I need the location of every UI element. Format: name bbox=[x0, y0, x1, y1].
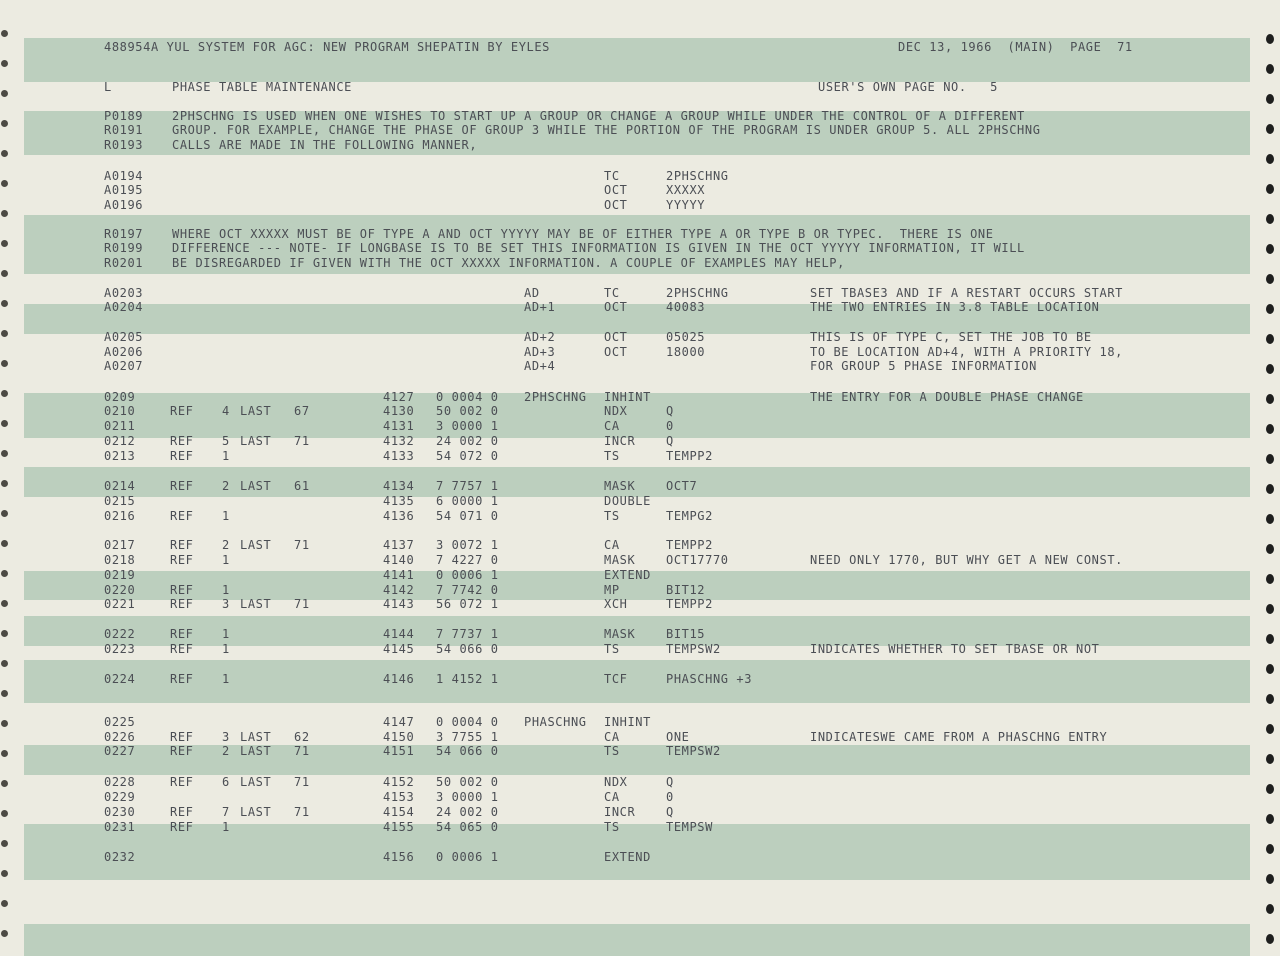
sprocket-hole bbox=[1266, 214, 1274, 224]
listing-type: L bbox=[104, 80, 112, 94]
line-seq: R0201 bbox=[104, 256, 144, 270]
line-op: INHINT bbox=[604, 390, 651, 404]
line-label: PHASCHNG bbox=[524, 715, 587, 729]
line-addr: 40083 bbox=[666, 300, 706, 314]
sprocket-hole bbox=[1266, 724, 1274, 734]
sprocket-hole bbox=[1, 810, 8, 817]
sprocket-hole bbox=[1266, 604, 1274, 614]
line-refn: 5 bbox=[222, 434, 230, 448]
user-page-number: USER'S OWN PAGE NO. 5 bbox=[818, 80, 998, 94]
line-loc: 4134 bbox=[383, 479, 415, 493]
line-op: INHINT bbox=[604, 715, 651, 729]
sprocket-hole bbox=[1266, 124, 1274, 134]
line-word: 54 072 0 bbox=[436, 449, 499, 463]
line-loc: 4136 bbox=[383, 509, 415, 523]
line-refn: 2 bbox=[222, 538, 230, 552]
line-seq: A0206 bbox=[104, 345, 144, 359]
sprocket-hole bbox=[1266, 844, 1274, 854]
line-loc: 4142 bbox=[383, 583, 415, 597]
line-addr: TEMPSW2 bbox=[666, 642, 721, 656]
line-word: 1 4152 1 bbox=[436, 672, 499, 686]
line-op: TS bbox=[604, 642, 620, 656]
sprocket-hole bbox=[1266, 664, 1274, 674]
sprocket-hole bbox=[1, 270, 8, 277]
line-addr: YYYYY bbox=[666, 198, 706, 212]
line-seq: 0227 bbox=[104, 744, 136, 758]
line-addr: XXXXX bbox=[666, 183, 706, 197]
line-op: NDX bbox=[604, 775, 628, 789]
line-addr: OCT7 bbox=[666, 479, 698, 493]
sprocket-hole bbox=[1, 150, 8, 157]
sprocket-hole bbox=[1266, 484, 1274, 494]
line-op: INCR bbox=[604, 434, 636, 448]
line-ref: REF bbox=[170, 775, 194, 789]
line-op: OCT bbox=[604, 183, 628, 197]
line-lastn: 67 bbox=[294, 404, 310, 418]
sprocket-hole bbox=[1266, 364, 1274, 374]
line-op: TCF bbox=[604, 672, 628, 686]
line-refn: 1 bbox=[222, 627, 230, 641]
line-ref: REF bbox=[170, 538, 194, 552]
sprocket-hole bbox=[1, 870, 8, 877]
sprocket-hole bbox=[1, 450, 8, 457]
sprocket-hole bbox=[1266, 34, 1274, 44]
sprocket-hole bbox=[1, 300, 8, 307]
sprocket-hole bbox=[1266, 544, 1274, 554]
line-word: 54 066 0 bbox=[436, 642, 499, 656]
line-op: CA bbox=[604, 790, 620, 804]
line-seq: R0193 bbox=[104, 138, 144, 152]
green-band bbox=[24, 467, 1250, 497]
line-word: 0 0004 0 bbox=[436, 715, 499, 729]
sprocket-hole bbox=[1, 390, 8, 397]
line-word: 7 7757 1 bbox=[436, 479, 499, 493]
line-op: OCT bbox=[604, 198, 628, 212]
line-word: 54 065 0 bbox=[436, 820, 499, 834]
line-op: MASK bbox=[604, 627, 636, 641]
line-comment: INDICATESWE CAME FROM A PHASCHNG ENTRY bbox=[810, 730, 1108, 744]
line-seq: R0191 bbox=[104, 123, 144, 137]
green-band bbox=[24, 660, 1250, 703]
line-lastn: 71 bbox=[294, 597, 310, 611]
line-ref: REF bbox=[170, 627, 194, 641]
line-lastn: 71 bbox=[294, 538, 310, 552]
line-seq: 0217 bbox=[104, 538, 136, 552]
line-lastn: 71 bbox=[294, 434, 310, 448]
line-ref: REF bbox=[170, 404, 194, 418]
line-addr: TEMPSW2 bbox=[666, 744, 721, 758]
line-comment: THE TWO ENTRIES IN 3.8 TABLE LOCATION bbox=[810, 300, 1100, 314]
line-word: 50 002 0 bbox=[436, 404, 499, 418]
line-last: LAST bbox=[240, 404, 272, 418]
line-seq: 0211 bbox=[104, 419, 136, 433]
line-op: OCT bbox=[604, 345, 628, 359]
line-seq: P0189 bbox=[104, 109, 144, 123]
line-seq: 0231 bbox=[104, 820, 136, 834]
line-text: 2PHSCHNG IS USED WHEN ONE WISHES TO START UP A GROUP OR CHANGE A GROUP WHILE UNDER THE CONTROL OF A DIFFERENT bbox=[172, 109, 1025, 123]
line-ref: REF bbox=[170, 583, 194, 597]
sprocket-hole bbox=[1, 510, 8, 517]
sprocket-hole bbox=[1, 480, 8, 487]
line-lastn: 71 bbox=[294, 775, 310, 789]
line-comment: TO BE LOCATION AD+4, WITH A PRIORITY 18, bbox=[810, 345, 1123, 359]
line-addr: TEMPP2 bbox=[666, 449, 713, 463]
line-refn: 2 bbox=[222, 479, 230, 493]
line-seq: 0213 bbox=[104, 449, 136, 463]
line-seq: 0209 bbox=[104, 390, 136, 404]
line-loc: 4143 bbox=[383, 597, 415, 611]
line-lastn: 61 bbox=[294, 479, 310, 493]
line-ref: REF bbox=[170, 553, 194, 567]
green-band bbox=[24, 924, 1250, 956]
sprocket-hole bbox=[1, 330, 8, 337]
line-addr: TEMPP2 bbox=[666, 538, 713, 552]
line-comment: INDICATES WHETHER TO SET TBASE OR NOT bbox=[810, 642, 1100, 656]
line-refn: 4 bbox=[222, 404, 230, 418]
line-word: 7 7742 0 bbox=[436, 583, 499, 597]
line-word: 54 071 0 bbox=[436, 509, 499, 523]
sprocket-hole bbox=[1, 780, 8, 787]
sprocket-hole bbox=[1, 900, 8, 907]
sprocket-hole bbox=[1, 720, 8, 727]
line-loc: 4133 bbox=[383, 449, 415, 463]
line-seq: 0228 bbox=[104, 775, 136, 789]
sprocket-hole bbox=[1, 600, 8, 607]
line-op: OCT bbox=[604, 300, 628, 314]
line-op: OCT bbox=[604, 330, 628, 344]
line-op: MASK bbox=[604, 479, 636, 493]
header-date-page: DEC 13, 1966 (MAIN) PAGE 71 bbox=[898, 40, 1133, 54]
sprocket-hole bbox=[1, 180, 8, 187]
line-seq: A0196 bbox=[104, 198, 144, 212]
line-ref: REF bbox=[170, 820, 194, 834]
page-section-title: PHASE TABLE MAINTENANCE bbox=[172, 80, 352, 94]
line-ref: REF bbox=[170, 597, 194, 611]
sprocket-hole bbox=[1266, 514, 1274, 524]
line-seq: 0215 bbox=[104, 494, 136, 508]
line-loc: 4153 bbox=[383, 790, 415, 804]
line-label: AD+3 bbox=[524, 345, 556, 359]
line-seq: 0212 bbox=[104, 434, 136, 448]
line-last: LAST bbox=[240, 730, 272, 744]
line-label: AD bbox=[524, 286, 540, 300]
line-seq: 0216 bbox=[104, 509, 136, 523]
line-seq: A0203 bbox=[104, 286, 144, 300]
line-ref: REF bbox=[170, 744, 194, 758]
line-loc: 4154 bbox=[383, 805, 415, 819]
line-seq: 0226 bbox=[104, 730, 136, 744]
line-loc: 4135 bbox=[383, 494, 415, 508]
line-comment: THIS IS OF TYPE C, SET THE JOB TO BE bbox=[810, 330, 1092, 344]
line-word: 50 002 0 bbox=[436, 775, 499, 789]
line-addr: BIT12 bbox=[666, 583, 706, 597]
line-addr: Q bbox=[666, 775, 674, 789]
sprocket-hole bbox=[1, 360, 8, 367]
line-word: 0 0004 0 bbox=[436, 390, 499, 404]
line-last: LAST bbox=[240, 744, 272, 758]
line-word: 3 7755 1 bbox=[436, 730, 499, 744]
line-seq: 0210 bbox=[104, 404, 136, 418]
sprocket-hole bbox=[1266, 184, 1274, 194]
line-last: LAST bbox=[240, 434, 272, 448]
green-band bbox=[24, 824, 1250, 836]
line-loc: 4151 bbox=[383, 744, 415, 758]
line-refn: 2 bbox=[222, 744, 230, 758]
line-addr: OCT17770 bbox=[666, 553, 729, 567]
line-seq: A0195 bbox=[104, 183, 144, 197]
line-seq: 0230 bbox=[104, 805, 136, 819]
line-ref: REF bbox=[170, 434, 194, 448]
line-addr: TEMPP2 bbox=[666, 597, 713, 611]
line-seq: 0225 bbox=[104, 715, 136, 729]
line-op: MP bbox=[604, 583, 620, 597]
line-op: CA bbox=[604, 730, 620, 744]
line-word: 3 0000 1 bbox=[436, 419, 499, 433]
line-addr: Q bbox=[666, 434, 674, 448]
line-refn: 1 bbox=[222, 820, 230, 834]
line-addr: ONE bbox=[666, 730, 690, 744]
sprocket-hole bbox=[1266, 784, 1274, 794]
line-refn: 1 bbox=[222, 509, 230, 523]
sprocket-hole bbox=[1266, 394, 1274, 404]
line-loc: 4137 bbox=[383, 538, 415, 552]
line-op: DOUBLE bbox=[604, 494, 651, 508]
line-word: 7 7737 1 bbox=[436, 627, 499, 641]
line-ref: REF bbox=[170, 642, 194, 656]
line-last: LAST bbox=[240, 597, 272, 611]
line-loc: 4132 bbox=[383, 434, 415, 448]
line-op: INCR bbox=[604, 805, 636, 819]
line-addr: 0 bbox=[666, 790, 674, 804]
sprocket-hole bbox=[1, 30, 8, 37]
line-seq: A0207 bbox=[104, 359, 144, 373]
line-seq: R0197 bbox=[104, 227, 144, 241]
sprocket-hole bbox=[1, 750, 8, 757]
sprocket-hole bbox=[1266, 454, 1274, 464]
line-addr: TEMPG2 bbox=[666, 509, 713, 523]
line-word: 0 0006 1 bbox=[436, 850, 499, 864]
line-word: 3 0000 1 bbox=[436, 790, 499, 804]
line-addr: 2PHSCHNG bbox=[666, 169, 729, 183]
line-refn: 1 bbox=[222, 553, 230, 567]
line-addr: Q bbox=[666, 404, 674, 418]
line-op: TS bbox=[604, 820, 620, 834]
line-addr: 2PHSCHNG bbox=[666, 286, 729, 300]
line-seq: 0232 bbox=[104, 850, 136, 864]
line-last: LAST bbox=[240, 805, 272, 819]
line-seq: 0219 bbox=[104, 568, 136, 582]
sprocket-hole bbox=[1, 420, 8, 427]
line-refn: 6 bbox=[222, 775, 230, 789]
line-text: GROUP. FOR EXAMPLE, CHANGE THE PHASE OF GROUP 3 WHILE THE PORTION OF THE PROGRAM IS UNDER GROUP 5. ALL 2PHSCHNG bbox=[172, 123, 1041, 137]
line-loc: 4145 bbox=[383, 642, 415, 656]
line-op: TS bbox=[604, 449, 620, 463]
sprocket-hole bbox=[1266, 154, 1274, 164]
sprocket-hole bbox=[1, 90, 8, 97]
line-loc: 4155 bbox=[383, 820, 415, 834]
sprocket-hole bbox=[1266, 94, 1274, 104]
line-loc: 4150 bbox=[383, 730, 415, 744]
sprocket-hole bbox=[1266, 694, 1274, 704]
sprocket-hole bbox=[1, 660, 8, 667]
line-op: EXTEND bbox=[604, 850, 651, 864]
sprocket-hole bbox=[1266, 334, 1274, 344]
line-seq: 0220 bbox=[104, 583, 136, 597]
line-addr: 18000 bbox=[666, 345, 706, 359]
sprocket-hole bbox=[1266, 64, 1274, 74]
line-refn: 3 bbox=[222, 597, 230, 611]
line-seq: 0214 bbox=[104, 479, 136, 493]
line-refn: 1 bbox=[222, 642, 230, 656]
line-ref: REF bbox=[170, 730, 194, 744]
line-loc: 4127 bbox=[383, 390, 415, 404]
line-label: AD+1 bbox=[524, 300, 556, 314]
line-word: 54 066 0 bbox=[436, 744, 499, 758]
sprocket-hole bbox=[1266, 274, 1274, 284]
line-ref: REF bbox=[170, 509, 194, 523]
line-loc: 4147 bbox=[383, 715, 415, 729]
line-seq: A0205 bbox=[104, 330, 144, 344]
line-seq: 0223 bbox=[104, 642, 136, 656]
line-addr: 0 bbox=[666, 419, 674, 433]
sprocket-hole bbox=[1, 930, 8, 937]
line-word: 24 002 0 bbox=[436, 805, 499, 819]
line-op: CA bbox=[604, 419, 620, 433]
line-op: MASK bbox=[604, 553, 636, 567]
line-word: 7 4227 0 bbox=[436, 553, 499, 567]
line-loc: 4140 bbox=[383, 553, 415, 567]
line-seq: R0199 bbox=[104, 241, 144, 255]
line-ref: REF bbox=[170, 672, 194, 686]
line-seq: 0218 bbox=[104, 553, 136, 567]
line-addr: Q bbox=[666, 805, 674, 819]
line-last: LAST bbox=[240, 775, 272, 789]
line-lastn: 71 bbox=[294, 744, 310, 758]
sprocket-hole bbox=[1, 210, 8, 217]
line-seq: 0229 bbox=[104, 790, 136, 804]
sprocket-hole bbox=[1266, 424, 1274, 434]
line-label: 2PHSCHNG bbox=[524, 390, 587, 404]
sprocket-hole bbox=[1, 690, 8, 697]
line-text: WHERE OCT XXXXX MUST BE OF TYPE A AND OCT YYYYY MAY BE OF EITHER TYPE A OR TYPE B OR TYPEC. THERE IS ONE bbox=[172, 227, 994, 241]
line-seq: 0222 bbox=[104, 627, 136, 641]
sprocket-hole bbox=[1266, 814, 1274, 824]
line-loc: 4130 bbox=[383, 404, 415, 418]
line-seq: A0204 bbox=[104, 300, 144, 314]
line-text: CALLS ARE MADE IN THE FOLLOWING MANNER, bbox=[172, 138, 478, 152]
line-ref: REF bbox=[170, 449, 194, 463]
sprocket-hole bbox=[1, 240, 8, 247]
line-comment: NEED ONLY 1770, BUT WHY GET A NEW CONST. bbox=[810, 553, 1123, 567]
line-comment: THE ENTRY FOR A DOUBLE PHASE CHANGE bbox=[810, 390, 1084, 404]
line-text: DIFFERENCE --- NOTE- IF LONGBASE IS TO BE SET THIS INFORMATION IS GIVEN IN THE OCT YYYYY INFORMATION, IT WILL bbox=[172, 241, 1025, 255]
line-last: LAST bbox=[240, 538, 272, 552]
line-loc: 4146 bbox=[383, 672, 415, 686]
sprocket-hole bbox=[1266, 874, 1274, 884]
line-loc: 4131 bbox=[383, 419, 415, 433]
sprocket-hole bbox=[1, 120, 8, 127]
line-text: BE DISREGARDED IF GIVEN WITH THE OCT XXXXX INFORMATION. A COUPLE OF EXAMPLES MAY HELP, bbox=[172, 256, 845, 270]
sprocket-hole bbox=[1266, 934, 1274, 944]
green-band bbox=[24, 745, 1250, 775]
line-seq: A0194 bbox=[104, 169, 144, 183]
line-label: AD+2 bbox=[524, 330, 556, 344]
line-seq: 0221 bbox=[104, 597, 136, 611]
line-op: XCH bbox=[604, 597, 628, 611]
line-comment: FOR GROUP 5 PHASE INFORMATION bbox=[810, 359, 1037, 373]
line-loc: 4141 bbox=[383, 568, 415, 582]
sprocket-hole bbox=[1266, 244, 1274, 254]
line-refn: 1 bbox=[222, 583, 230, 597]
line-addr: BIT15 bbox=[666, 627, 706, 641]
line-loc: 4144 bbox=[383, 627, 415, 641]
sprocket-hole bbox=[1, 840, 8, 847]
line-op: TC bbox=[604, 169, 620, 183]
line-op: NDX bbox=[604, 404, 628, 418]
line-ref: REF bbox=[170, 479, 194, 493]
line-label: AD+4 bbox=[524, 359, 556, 373]
line-refn: 3 bbox=[222, 730, 230, 744]
line-seq: 0224 bbox=[104, 672, 136, 686]
line-addr: TEMPSW bbox=[666, 820, 713, 834]
sprocket-hole bbox=[1, 60, 8, 67]
line-word: 6 0000 1 bbox=[436, 494, 499, 508]
line-last: LAST bbox=[240, 479, 272, 493]
line-loc: 4152 bbox=[383, 775, 415, 789]
line-op: TC bbox=[604, 286, 620, 300]
sprocket-hole bbox=[1266, 904, 1274, 914]
line-refn: 1 bbox=[222, 672, 230, 686]
sprocket-hole bbox=[1266, 754, 1274, 764]
line-addr: PHASCHNG +3 bbox=[666, 672, 753, 686]
sprocket-hole bbox=[1266, 304, 1274, 314]
sprocket-hole bbox=[1, 540, 8, 547]
header-title: 488954A YUL SYSTEM FOR AGC: NEW PROGRAM SHEPATIN BY EYLES bbox=[104, 40, 551, 54]
line-refn: 7 bbox=[222, 805, 230, 819]
line-op: CA bbox=[604, 538, 620, 552]
line-word: 56 072 1 bbox=[436, 597, 499, 611]
line-word: 24 002 0 bbox=[436, 434, 499, 448]
line-comment: SET TBASE3 AND IF A RESTART OCCURS START bbox=[810, 286, 1123, 300]
line-refn: 1 bbox=[222, 449, 230, 463]
line-op: TS bbox=[604, 509, 620, 523]
line-ref: REF bbox=[170, 805, 194, 819]
sprocket-hole bbox=[1266, 574, 1274, 584]
sprocket-hole bbox=[1266, 634, 1274, 644]
line-word: 0 0006 1 bbox=[436, 568, 499, 582]
line-lastn: 62 bbox=[294, 730, 310, 744]
line-op: TS bbox=[604, 744, 620, 758]
sprocket-hole bbox=[1, 630, 8, 637]
line-word: 3 0072 1 bbox=[436, 538, 499, 552]
line-lastn: 71 bbox=[294, 805, 310, 819]
sprocket-hole bbox=[1, 570, 8, 577]
line-loc: 4156 bbox=[383, 850, 415, 864]
line-op: EXTEND bbox=[604, 568, 651, 582]
line-addr: 05025 bbox=[666, 330, 706, 344]
